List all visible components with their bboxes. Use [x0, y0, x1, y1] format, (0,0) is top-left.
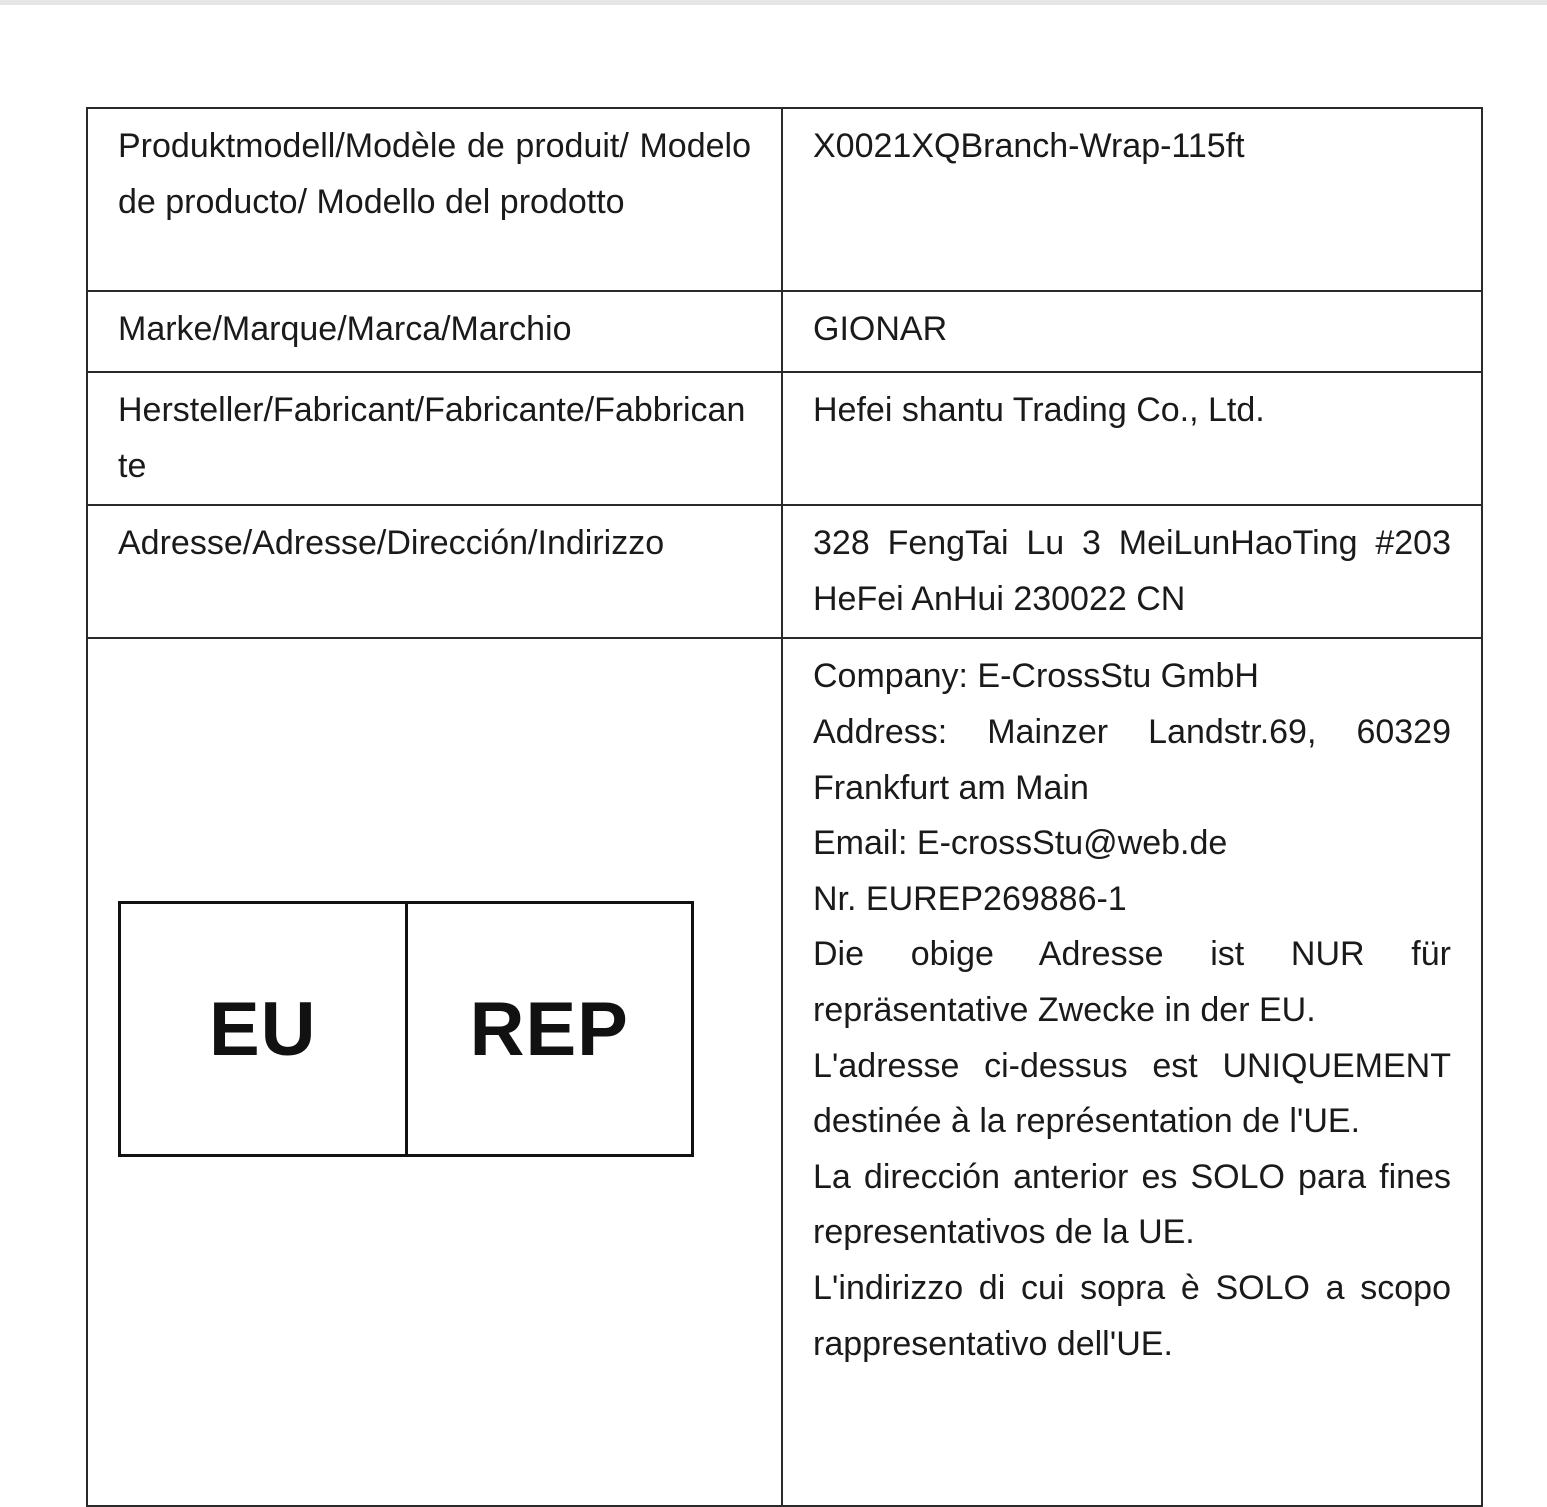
- brand-label: Marke/Marque/Marca/Marchio: [87, 291, 782, 372]
- eu-rep-symbol: [118, 901, 694, 1157]
- eu-rep-note-es: La dirección anterior es SOLO para fines representativos de la UE.: [813, 1157, 1451, 1252]
- address-label: Adresse/Adresse/Dirección/Indirizzo: [87, 505, 782, 638]
- top-edge-strip: [0, 0, 1547, 5]
- eu-rep-note-de: Die obige Adresse ist NUR für repräsentative Zwecke in der EU.: [813, 935, 1451, 1029]
- eu-rep-email: Email: E-crossStu@web.de: [813, 824, 1228, 863]
- eu-rep-note-it: L'indirizzo di cui sopra è SOLO a scopo rappresentativo dell'UE.: [813, 1268, 1451, 1363]
- table-row: [87, 638, 1482, 1506]
- table-row: [87, 505, 1482, 638]
- eu-rep-company: Company: E-CrossStu GmbH: [813, 657, 1259, 696]
- eu-rep-details: [782, 638, 1482, 1506]
- model-value: X0021XQBranch-Wrap-115ft: [782, 108, 1482, 291]
- eu-rep-symbol-left: EU: [121, 904, 408, 1154]
- table-row: [87, 291, 1482, 372]
- eu-rep-address: Address: Mainzer Landstr.69, 60329 Frankfurt am Main: [813, 712, 1451, 807]
- eu-rep-symbol-right: REP: [469, 986, 629, 1072]
- model-label: Produktmodell/Modèle de produit/ Modelo de producto/ Modello del prodotto: [87, 108, 782, 291]
- manufacturer-value: Hefei shantu Trading Co., Ltd.: [782, 372, 1482, 505]
- product-info-table: [86, 107, 1483, 1507]
- table-row: [87, 108, 1482, 291]
- table-row: [87, 372, 1482, 505]
- manufacturer-label: Hersteller/Fabricant/Fabricante/Fabbricante: [87, 372, 782, 505]
- address-value: 328 FengTai Lu 3 MeiLunHaoTing #203 HeFei AnHui 230022 CN: [782, 505, 1482, 638]
- eu-rep-registration: Nr. EUREP269886-1: [813, 879, 1127, 918]
- brand-value: GIONAR: [782, 291, 1482, 372]
- eu-rep-note-fr: L'adresse ci-dessus est UNIQUEMENT destinée à la représentation de l'UE.: [813, 1046, 1451, 1141]
- eu-rep-symbol-cell: [87, 638, 782, 1506]
